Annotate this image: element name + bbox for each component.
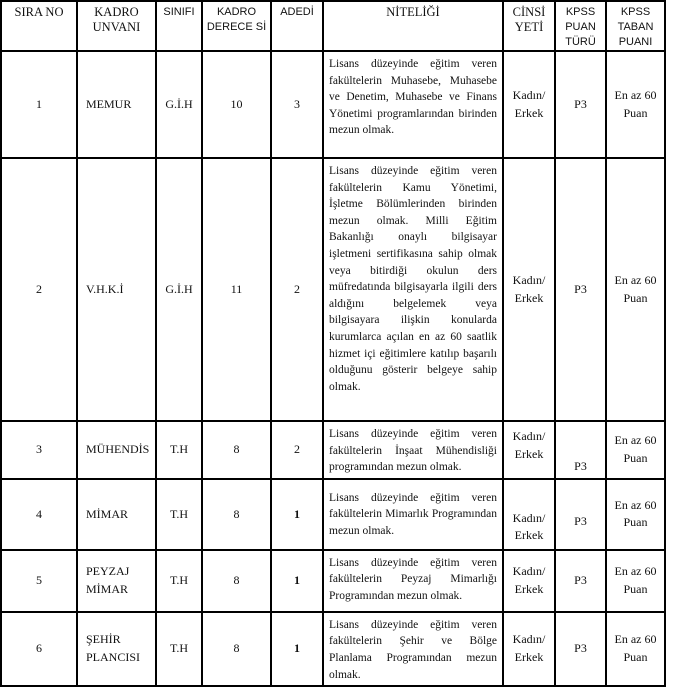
row-puan-turu: P3 (555, 479, 606, 550)
row-nitelik: Lisans düzeyinde eğitim veren fakültelerin Mimarlık Programından mezun olmak. (323, 479, 503, 550)
row-nitelik: Lisans düzeyinde eğitim veren fakültelerin Muhasebe, Muhasebe ve Denetim, Muhasebe ve Finans Yönetimi programlarından birinden mezun olmak. (323, 51, 503, 158)
header-niteligi: NİTELİĞİ (323, 1, 503, 51)
row-adet: 3 (271, 51, 323, 158)
row-unvan: PEYZAJ MİMAR (77, 550, 156, 612)
row-unvan: MEMUR (77, 51, 156, 158)
row-sira: 4 (1, 479, 77, 550)
row-cinsiyet: Kadın/ Erkek (503, 421, 555, 479)
row-sira: 1 (1, 51, 77, 158)
row-derece: 8 (202, 479, 271, 550)
row-taban-puan: En az 60 Puan (606, 550, 665, 612)
row-taban-puan: En az 60 Puan (606, 51, 665, 158)
table-row (1, 479, 665, 550)
row-sinif: G.İ.H (156, 158, 202, 421)
row-unvan: MİMAR (77, 479, 156, 550)
header-cinsiyeti: CİNSİ YETİ (503, 1, 555, 51)
row-sira: 5 (1, 550, 77, 612)
row-puan-turu: P3 (555, 612, 606, 686)
row-adet: 1 (271, 479, 323, 550)
table-row (1, 51, 665, 158)
row-derece: 8 (202, 550, 271, 612)
row-sira: 2 (1, 158, 77, 421)
row-cinsiyet: Kadın/ Erkek (503, 550, 555, 612)
row-cinsiyet: Kadın/ Erkek (503, 158, 555, 421)
row-sinif: T.H (156, 479, 202, 550)
row-derece: 10 (202, 51, 271, 158)
header-kadro-derecesi: KADRO DERECE Sİ (202, 1, 271, 51)
table-row (1, 550, 665, 612)
row-nitelik: Lisans düzeyinde eğitim veren fakültelerin Kamu Yönetimi, İşletme Bölümlerinden birinden mezun olmak. Milli Eğitim Bakanlığı onaylı bilgisayar işletmeni sertifikasına sahip olmak veya bitirdiği okulun ders müfredatında bilgisayarla ilgili ders aldığını belgelemek veya bilgisayara ilişkin konularda kurumlarca açılan en az 60 saatlik hizmet içi eğitimlere katılıp başarılı olduğunu gösterir belgeye sahip olmak. (323, 158, 503, 421)
row-sinif: T.H (156, 421, 202, 479)
row-nitelik: Lisans düzeyinde eğitim veren fakültelerin İnşaat Mühendisliği programından mezun olmak. (323, 421, 503, 479)
row-unvan: MÜHENDİS (77, 421, 156, 479)
row-sinif: T.H (156, 550, 202, 612)
header-sinifi: SINIFI (156, 1, 202, 51)
row-adet: 1 (271, 550, 323, 612)
row-cinsiyet: Kadın/ Erkek (503, 612, 555, 686)
row-taban-puan: En az 60 Puan (606, 479, 665, 550)
row-nitelik: Lisans düzeyinde eğitim veren fakültelerin Şehir ve Bölge Planlama Programından mezun olmak. (323, 612, 503, 686)
row-sinif: T.H (156, 612, 202, 686)
table-row (1, 612, 665, 686)
row-cinsiyet: Kadın/ Erkek (503, 479, 555, 550)
table-row (1, 158, 665, 421)
row-derece: 11 (202, 158, 271, 421)
row-puan-turu: P3 (555, 421, 606, 479)
row-taban-puan: En az 60 Puan (606, 421, 665, 479)
row-nitelik: Lisans düzeyinde eğitim veren fakültelerin Peyzaj Mimarlığı Programından mezun olmak. (323, 550, 503, 612)
header-row (1, 1, 665, 51)
row-sira: 3 (1, 421, 77, 479)
row-sira: 6 (1, 612, 77, 686)
row-derece: 8 (202, 421, 271, 479)
row-puan-turu: P3 (555, 51, 606, 158)
header-kpss-puan-turu: KPSS PUAN TÜRÜ (555, 1, 606, 51)
header-sira: SIRA NO (1, 1, 77, 51)
header-kadro-unvani: KADRO UNVANI (77, 1, 156, 51)
header-kpss-taban-puani: KPSS TABAN PUANI (606, 1, 665, 51)
row-sinif: G.İ.H (156, 51, 202, 158)
row-adet: 2 (271, 158, 323, 421)
row-derece: 8 (202, 612, 271, 686)
row-adet: 1 (271, 612, 323, 686)
row-taban-puan: En az 60 Puan (606, 158, 665, 421)
row-unvan: V.H.K.İ (77, 158, 156, 421)
row-puan-turu: P3 (555, 158, 606, 421)
row-taban-puan: En az 60 Puan (606, 612, 665, 686)
row-puan-turu: P3 (555, 550, 606, 612)
header-adedi: ADEDİ (271, 1, 323, 51)
row-cinsiyet: Kadın/ Erkek (503, 51, 555, 158)
row-adet: 2 (271, 421, 323, 479)
table-row (1, 421, 665, 479)
row-unvan: ŞEHİR PLANCISI (77, 612, 156, 686)
